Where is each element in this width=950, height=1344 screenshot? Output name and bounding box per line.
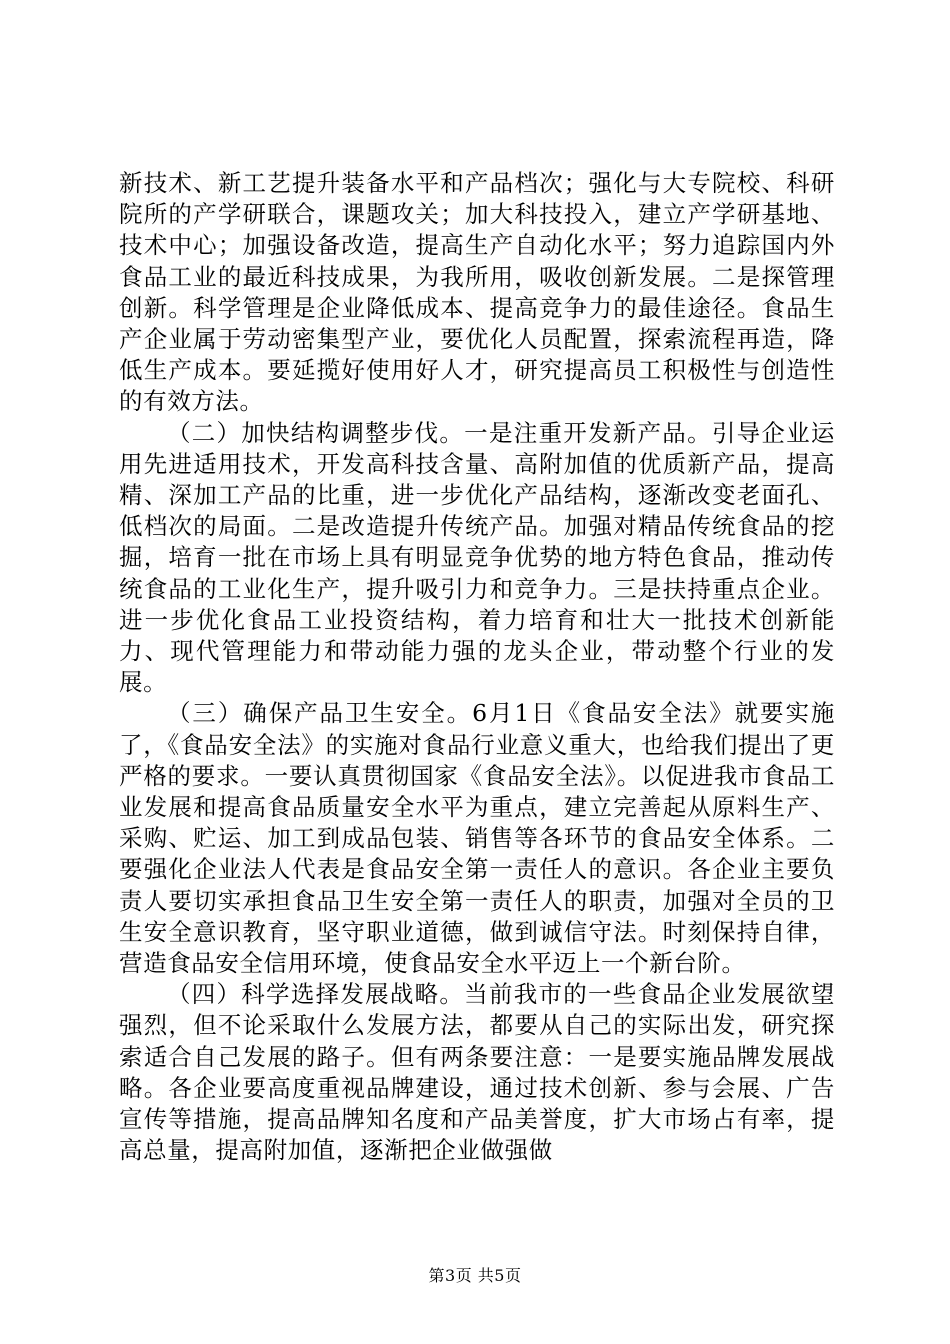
page-number-footer: 第3页 共5页 [428, 1266, 522, 1285]
body-paragraph-1: 新技术、新工艺提升装备水平和产品档次；强化与大专院校、科研院所的产学研联合，课题攻关；加大科技投入，建立产学研基地、技术中心；加强设备改造，提高生产自动化水平；努力追踪国内外食品工业的最近科技成果，为我所用，吸收创新发展。二是探管理创新。科学管理是企业降低成本、提高竞争力的最佳途径。食品生产企业属于劳动密集型产业，要优化人员配置，探索流程再造，降低生产成本。要延揽好使用好人才，研究提高员工积极性与创造性的有效方法。 [119, 169, 835, 416]
document-body [119, 168, 835, 1167]
body-paragraph-2: （二）加快结构调整步伐。一是注重开发新产品。引导企业运用先进适用技术，开发高科技含量、高附加值的优质新产品，提高精、深加工产品的比重，进一步优化产品结构，逐渐改变老面孔、低档次的局面。二是改造提升传统产品。加强对精品传统食品的挖掘，培育一批在市场上具有明显竞争优势的地方特色食品，推动传统食品的工业化生产，提升吸引力和竞争力。三是扶持重点企业。进一步优化食品工业投资结构，着力培育和壮大一批技术创新能力、现代管理能力和带动能力强的龙头企业，带动整个行业的发展。 [119, 418, 835, 697]
body-paragraph-3: （三）确保产品卫生安全。6月1日《食品安全法》就要实施了，《食品安全法》的实施对食品行业意义重大，也给我们提出了更严格的要求。一要认真贯彻国家《食品安全法》。以促进我市食品工业发展和提高食品质量安全水平为重点，建立完善起从原料生产、采购、贮运、加工到成品包装、销售等各环节的食品安全体系。二要强化企业法人代表是食品安全第一责任人的意识。各企业主要负责人要切实承担食品卫生安全第一责任人的职责，加强对全员的卫生安全意识教育，坚守职业道德，做到诚信守法。时刻保持自律，营造食品安全信用环境，使食品安全水平迈上一个新台阶。 [119, 699, 835, 978]
body-paragraph-4: （四）科学选择发展战略。当前我市的一些食品企业发展欲望强烈，但不论采取什么发展方法，都要从自己的实际出发，研究探索适合自己发展的路子。但有两条要注意：一是要实施品牌发展战略。各企业要高度重视品牌建设，通过技术创新、参与会展、广告宣传等措施，提高品牌知名度和产品美誉度，扩大市场占有率，提高总量，提高附加值，逐渐把企业做强做 [119, 980, 835, 1165]
